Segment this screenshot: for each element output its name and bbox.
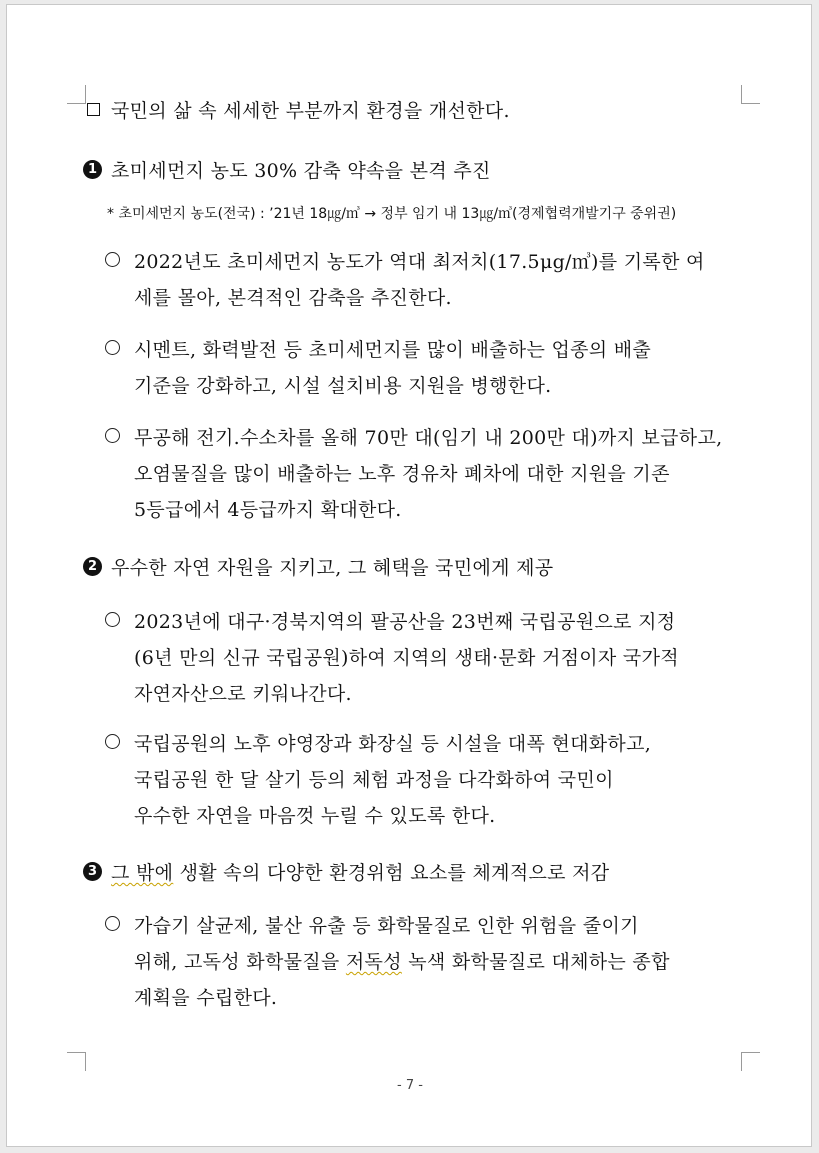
page-number: - 7 - [397,1078,423,1093]
section-3-item-1-line-1: 가습기 살균제, 불산 유출 등 화학물질로 인한 위험을 줄이기 [134,915,639,937]
section-3-item-1-line-2: 위해, 고독성 화학물질을 저독성 녹색 화학물질로 대체하는 종합 [134,951,670,973]
circle-bullet-icon [105,612,120,631]
crop-mark-top-left [67,85,86,104]
document-page [6,4,812,1147]
circle-bullet-icon [105,916,120,935]
section-1-item-3-line-1: 무공해 전기.수소차를 올해 70만 대(임기 내 200만 대)까지 보급하고, [134,427,723,449]
crop-mark-bottom-right [741,1052,760,1071]
section-2-item-1-line-2: (6년 만의 신규 국립공원)하여 지역의 생태·문화 거점이자 국가적 [134,647,679,669]
circle-bullet-icon [105,340,120,359]
crop-mark-bottom-left [67,1052,86,1071]
section-1-number-icon: 1 [83,158,102,179]
section-2-item-1-line-3: 자연자산으로 키워나간다. [134,683,352,705]
section-3-number-icon: 3 [83,860,102,881]
spellcheck-underlined-text: 그 밖에 [111,862,174,884]
section-2-item-1-line-1: 2023년에 대구·경북지역의 팔공산을 23번째 국립공원으로 지정 [134,611,676,633]
circle-bullet-icon [105,734,120,753]
section-1-heading: 초미세먼지 농도 30% 감축 약속을 본격 추진 [111,160,491,182]
section-2-heading: 우수한 자연 자원을 지키고, 그 혜택을 국민에게 제공 [111,557,554,579]
section-2-item-2-line-1: 국립공원의 노후 야영장과 화장실 등 시설을 대폭 현대화하고, [134,733,652,755]
section-2-item-2-line-2: 국립공원 한 달 살기 등의 체험 과정을 다각화하여 국민이 [134,769,614,791]
page-title: 국민의 삶 속 세세한 부분까지 환경을 개선한다. [111,100,510,122]
section-2-number-icon: 2 [83,555,102,576]
section-3-item-1-line-3: 계획을 수립한다. [134,987,278,1009]
section-1-item-3-line-2: 오염물질을 많이 배출하는 노후 경유차 폐차에 대한 지원을 기존 [134,463,670,485]
circle-bullet-icon [105,252,120,271]
spellcheck-underlined-text: 저독성 [345,951,402,973]
section-1-item-3-line-3: 5등급에서 4등급까지 확대한다. [134,499,402,521]
section-1-item-2-line-2: 기준을 강화하고, 시설 설치비용 지원을 병행한다. [134,375,552,397]
section-1-footnote: * 초미세먼지 농도(전국) : ’21년 18㎍/㎥ → 정부 임기 내 13㎍/㎥(경제협력개발기구 중위권) [107,206,677,222]
section-1-item-1-line-2: 세를 몰아, 본격적인 감축을 추진한다. [134,287,452,309]
section-1-item-1-line-1: 2022년도 초미세먼지 농도가 역대 최저치(17.5μg/㎥)를 기록한 여 [134,251,705,273]
square-bullet-icon [87,101,100,120]
section-1-item-2-line-1: 시멘트, 화력발전 등 초미세먼지를 많이 배출하는 업종의 배출 [134,339,652,361]
crop-mark-top-right [741,85,760,104]
circle-bullet-icon [105,428,120,447]
section-2-item-2-line-3: 우수한 자연을 마음껏 누릴 수 있도록 한다. [134,805,496,827]
section-3-heading: 그 밖에 생활 속의 다양한 환경위험 요소를 체계적으로 저감 [111,862,610,884]
